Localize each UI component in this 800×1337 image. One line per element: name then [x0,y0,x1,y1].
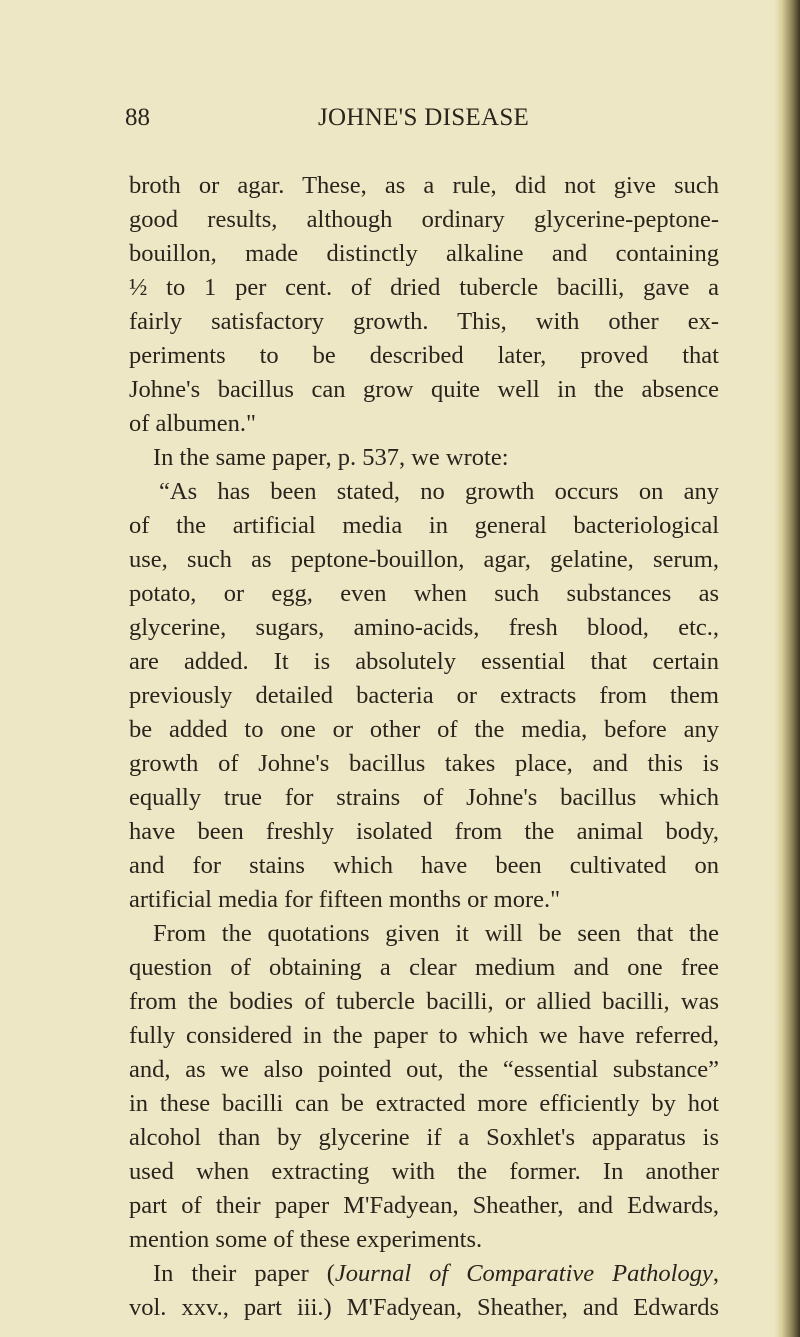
text-segment: , [712,1260,719,1287]
text-line: growth of Johne's bacillus takes place, and this is [129,750,719,777]
text-line: fully considered in the paper to which we have referred, [129,1022,719,1049]
text-line: have been freshly isolated from the animal body, [129,818,719,845]
text-line: used when extracting with the former. In another [129,1158,719,1185]
italic-journal-title: Journal of Comparative Pathology [334,1260,713,1287]
text-segment: In their paper ( [153,1260,335,1287]
text-line: bouillon, made distinctly alkaline and containing [129,240,719,267]
text-line: From the quotations given it will be seen that the [153,920,719,947]
page-body-text [129,169,719,1325]
text-line: are added. It is absolutely essential that certain [129,648,719,675]
text-line: periments to be described later, proved that [129,342,719,369]
text-line: of the artificial media in general bacteriological [129,512,719,539]
text-line: alcohol than by glycerine if a Soxhlet's apparatus is [129,1124,719,1151]
text-line: glycerine, sugars, amino-acids, fresh blood, etc., [129,614,719,641]
text-line: and, as we also pointed out, the “essential substance” [129,1056,719,1083]
text-line: potato, or egg, even when such substances as [129,580,719,607]
text-line: broth or agar. These, as a rule, did not give such [129,172,719,199]
text-line: vol. xxv., part iii.) M'Fadyean, Sheather, and Edwards [129,1294,719,1321]
text-line: good results, although ordinary glycerine-peptone- [129,206,719,233]
text-line: previously detailed bacteria or extracts from them [129,682,719,709]
text-line: and for stains which have been cultivated on [129,852,719,879]
text-line: equally true for strains of Johne's bacillus which [129,784,719,811]
book-binding-shadow [774,0,800,1337]
page-number: 88 [125,104,150,131]
text-line: part of their paper M'Fadyean, Sheather, and Edwards, [129,1192,719,1219]
running-header [0,104,800,138]
text-line: “As has been stated, no growth occurs on any [159,478,719,505]
text-line: use, such as peptone-bouillon, agar, gelatine, serum, [129,546,719,573]
text-line: Johne's bacillus can grow quite well in the absence [129,376,719,403]
text-line: ½ to 1 per cent. of dried tubercle bacilli, gave a [129,274,719,301]
running-title: JOHNE'S DISEASE [318,104,530,131]
text-line: of albumen." [129,410,257,437]
text-line [129,1257,719,1291]
text-line: in these bacilli can be extracted more efficiently by hot [129,1090,719,1117]
text-line: from the bodies of tubercle bacilli, or allied bacilli, was [129,988,719,1015]
text-line: fairly satisfactory growth. This, with other ex- [129,308,719,335]
text-line: artificial media for fifteen months or more." [129,886,561,913]
text-line: mention some of these experiments. [129,1226,483,1253]
text-line: question of obtaining a clear medium and one free [129,954,719,981]
text-line: In the same paper, p. 537, we wrote: [153,444,509,471]
text-line: be added to one or other of the media, before any [129,716,719,743]
